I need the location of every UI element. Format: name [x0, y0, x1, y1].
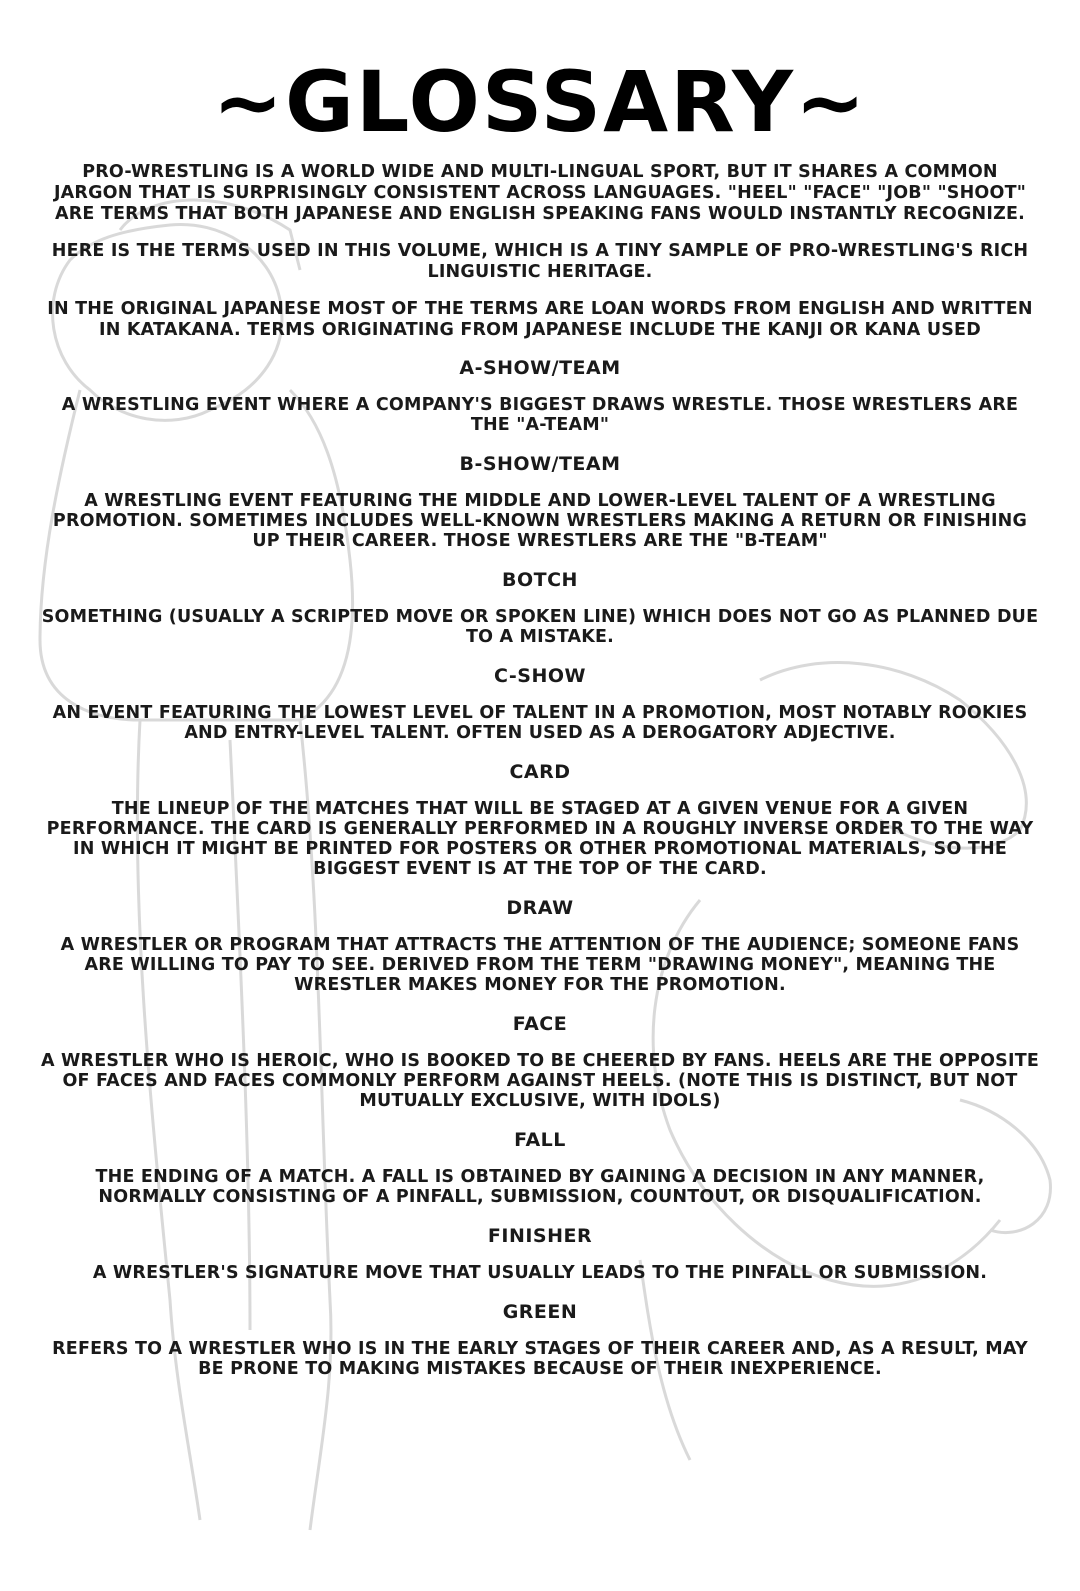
glossary-term: CARD	[509, 761, 571, 783]
glossary-term: FALL	[514, 1129, 566, 1151]
intro-paragraph: IN THE ORIGINAL JAPANESE MOST OF THE TERMS ARE LOAN WORDS FROM ENGLISH AND WRITTEN IN KATAKANA. TERMS ORIGINATING FROM JAPANESE INCLUDE THE KANJI OR KANA USED	[47, 299, 1033, 340]
glossary-term: FACE	[512, 1013, 568, 1035]
glossary-term: DRAW	[506, 897, 574, 919]
glossary-term: FINISHER	[487, 1225, 593, 1247]
intro-paragraph: PRO-WRESTLING IS A WORLD WIDE AND MULTI-LINGUAL SPORT, BUT IT SHARES A COMMON JARGON THAT IS SURPRISINGLY CONSISTENT ACROSS LANGUAGES. "HEEL" "FACE" "JOB" "SHOOT" ARE TERMS THAT BOTH JAPANESE AND ENGLISH SPEAKING FANS WOULD INSTANTLY RECOGNIZE.	[53, 162, 1027, 224]
glossary-definition: A WRESTLER WHO IS HEROIC, WHO IS BOOKED TO BE CHEERED BY FANS. HEELS ARE THE OPPOSITE OF FACES AND FACES COMMONLY PERFORM AGAINST HEELS. (NOTE THIS IS DISTINCT, BUT NOT MUTUALLY EXCLUSIVE, WITH IDOLS)	[41, 1051, 1039, 1111]
glossary-term: C-SHOW	[494, 665, 586, 687]
glossary-definition: THE ENDING OF A MATCH. A FALL IS OBTAINED BY GAINING A DECISION IN ANY MANNER, NORMALLY CONSISTING OF A PINFALL, SUBMISSION, COUNTOUT, OR DISQUALIFICATION.	[95, 1167, 985, 1207]
glossary-definition: A WRESTLER'S SIGNATURE MOVE THAT USUALLY LEADS TO THE PINFALL OR SUBMISSION.	[92, 1263, 988, 1283]
page-title: ~GLOSSARY~	[212, 53, 868, 151]
glossary-term: GREEN	[502, 1301, 578, 1323]
glossary-definition: A WRESTLING EVENT WHERE A COMPANY'S BIGGEST DRAWS WRESTLE. THOSE WRESTLERS ARE THE "A-TEAM"	[61, 395, 1019, 435]
glossary-definition: SOMETHING (USUALLY A SCRIPTED MOVE OR SPOKEN LINE) WHICH DOES NOT GO AS PLANNED DUE TO A MISTAKE.	[41, 607, 1039, 647]
glossary-definition: A WRESTLER OR PROGRAM THAT ATTRACTS THE ATTENTION OF THE AUDIENCE; SOMEONE FANS ARE WILLING TO PAY TO SEE. DERIVED FROM THE TERM "DRAWING MONEY", MEANING THE WRESTLER MAKES MONEY FOR THE PROMOTION.	[60, 935, 1020, 995]
glossary-definition: REFERS TO A WRESTLER WHO IS IN THE EARLY STAGES OF THEIR CAREER AND, AS A RESULT, MAY BE PRONE TO MAKING MISTAKES BECAUSE OF THEIR INEXPERIENCE.	[52, 1339, 1028, 1379]
glossary-definition: A WRESTLING EVENT FEATURING THE MIDDLE AND LOWER-LEVEL TALENT OF A WRESTLING PROMOTION. SOMETIMES INCLUDES WELL-KNOWN WRESTLERS MAKING A RETURN OR FINISHING UP THEIR CAREER. THOSE WRESTLERS ARE THE "B-TEAM"	[52, 491, 1028, 551]
glossary-content	[40, 53, 1040, 1397]
glossary-term: B-SHOW/TEAM	[459, 453, 621, 475]
glossary-definition: AN EVENT FEATURING THE LOWEST LEVEL OF TALENT IN A PROMOTION, MOST NOTABLY ROOKIES AND ENTRY-LEVEL TALENT. OFTEN USED AS A DEROGATORY ADJECTIVE.	[52, 703, 1028, 743]
intro-paragraph: HERE IS THE TERMS USED IN THIS VOLUME, WHICH IS A TINY SAMPLE OF PRO-WRESTLING'S RICH LINGUISTIC HERITAGE.	[51, 241, 1029, 282]
glossary-term: BOTCH	[502, 569, 578, 591]
glossary-term: A-SHOW/TEAM	[459, 357, 621, 379]
glossary-definition: THE LINEUP OF THE MATCHES THAT WILL BE STAGED AT A GIVEN VENUE FOR A GIVEN PERFORMANCE. THE CARD IS GENERALLY PERFORMED IN A ROUGHLY INVERSE ORDER TO THE WAY IN WHICH IT MIGHT BE PRINTED FOR POSTERS OR OTHER PROMOTIONAL MATERIALS, SO THE BIGGEST EVENT IS AT THE TOP OF THE CARD.	[46, 799, 1034, 879]
